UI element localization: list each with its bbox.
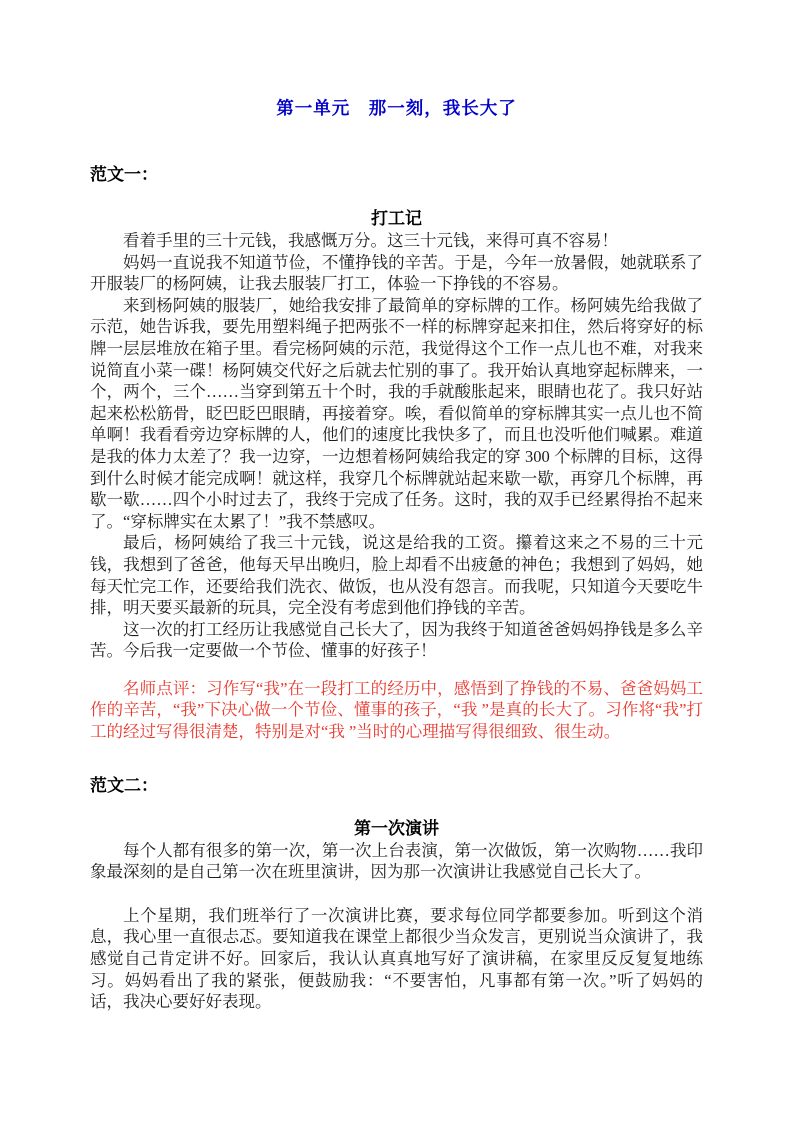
teacher-comment: 名师点评：习作写“我”在一段打工的经历中，感悟到了挣钱的不易、爸爸妈妈工作的辛苦，“我”下决心做一个节俭、懂事的孩子，“我 ”是真的长大了。习作将“我”打工的经过写得很清楚，特别是对“我 ”当时的心理描写得很细致、很生动。 bbox=[90, 678, 703, 742]
unit-title: 第一单元 那一刻，我长大了 bbox=[276, 98, 517, 118]
essay1-paragraph: 这一次的打工经历让我感觉自己长大了，因为我终于知道爸爸妈妈挣钱是多么辛苦。今后我一定要做一个节俭、懂事的好孩子！ bbox=[90, 619, 703, 661]
essay2-paragraph: 上个星期，我们班举行了一次演讲比赛，要求每位同学都要参加。听到这个消息，我心里一直很忐忑。要知道我在课堂上都很少当众发言，更别说当众演讲了，我感觉自己肯定讲不好。回家后，我认认真真地写好了演讲稿，在家里反反复复地练习。妈妈看出了我的紧张，便鼓励我：“不要害怕，凡事都有第一次。”听了妈妈的话，我决心要好好表现。 bbox=[90, 905, 703, 1012]
essay1-paragraph: 看着手里的三十元钱，我感慨万分。这三十元钱，来得可真不容易！ bbox=[123, 231, 618, 250]
essay2-paragraph: 每个人都有很多的第一次，第一次上台表演，第一次做饭，第一次购物……我印象最深刻的是自己第一次在班里演讲，因为那一次演讲让我感觉自己长大了。 bbox=[90, 840, 703, 882]
essay1-label: 范文一： bbox=[90, 165, 158, 184]
essay1-paragraph: 来到杨阿姨的服装厂，她给我安排了最简单的穿标牌的工作。杨阿姨先给我做了示范，她告诉我，要先用塑料绳子把两张不一样的标牌穿起来扣住，然后将穿好的标牌一层层堆放在箱子里。看完杨阿姨的示范，我觉得这个工作一点儿也不难，对我来说简直小菜一碟！杨阿姨交代好之后就去忙别的事了。我开始认真地穿起标牌来，一个，两个，三个……当穿到第五十个时，我的手就酸胀起来，眼睛也花了。我只好站起来松松筋骨，眨巴眨巴眼睛，再接着穿。唉，看似简单的穿标牌其实一点儿也不简单啊！我看看旁边穿标牌的人，他们的速度比我快多了，而且也没听他们喊累。难道是我的体力太差了？我一边穿，一边想着杨阿姨给我定的穿 300 个标牌的目标，这得到什么时候才能完成啊！就这样，我穿几个标牌就站起来歇一歇，再穿几个标牌，再歇一歇……四个小时过去了，我终于完成了任务。这时，我的双手已经累得抬不起来了。“穿标牌实在太累了！”我不禁感叹。 bbox=[90, 295, 703, 531]
essay2-label: 范文二： bbox=[90, 775, 158, 795]
essay1-paragraph: 最后，杨阿姨给了我三十元钱，说这是给我的工资。攥着这来之不易的三十元钱，我想到了爸爸，他每天早出晚归，脸上却看不出疲惫的神色；我想到了妈妈，她每天忙完工作，还要给我们洗衣、做饭，也从没有怨言。而我呢，只知道今天要吃牛排，明天要买最新的玩具，完全没有考虑到他们挣钱的辛苦。 bbox=[90, 533, 703, 618]
essay2-title: 第一次演讲 bbox=[354, 818, 439, 838]
essay1-paragraph: 妈妈一直说我不知道节俭，不懂挣钱的辛苦。于是，今年一放暑假，她就联系了开服装厂的杨阿姨，让我去服装厂打工，体验一下挣钱的不容易。 bbox=[90, 252, 703, 294]
essay1-title: 打工记 bbox=[371, 209, 422, 228]
